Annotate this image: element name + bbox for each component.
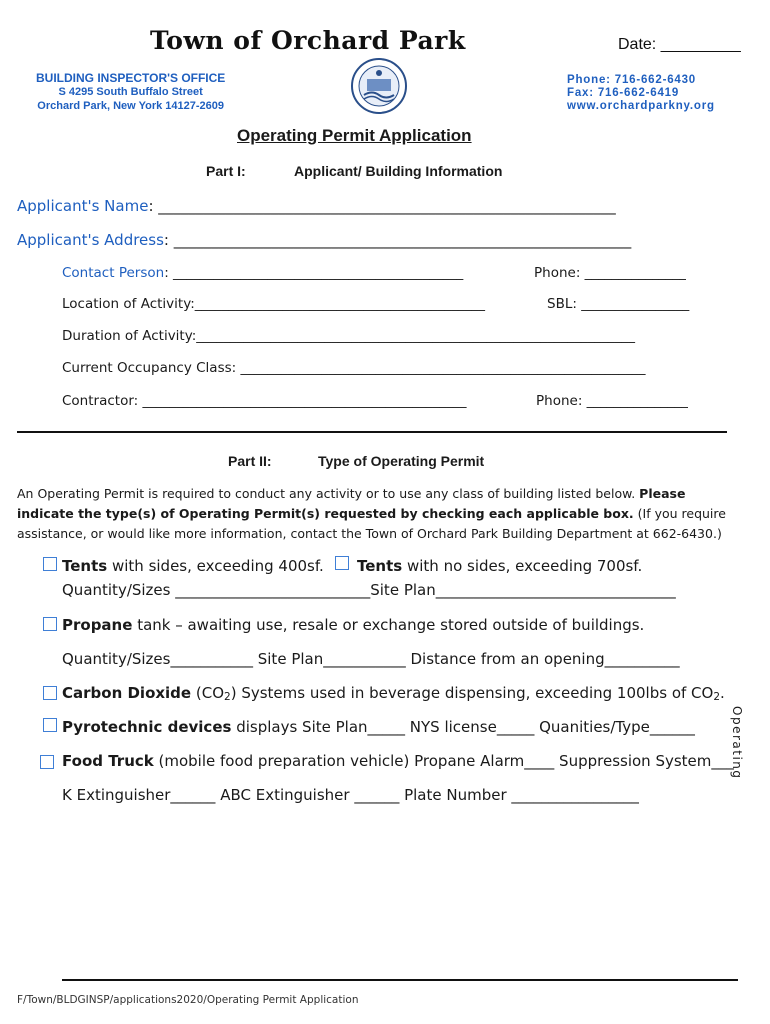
location-field[interactable]: Location of Activity:___________________________________________ [62,296,485,312]
propane-checkbox[interactable] [43,617,57,631]
office-street: S 4295 South Buffalo Street [58,86,203,98]
co2-text-a: (CO [191,684,225,702]
contractor-phone-field[interactable]: Phone: _______________ [536,393,688,409]
footer-path: F/Town/BLDGINSP/applications2020/Operating Permit Application [17,994,359,1006]
contact-person-field[interactable] [62,265,463,281]
intro-text-c: (If you require assistance, or would like more information, contact the Town of Orchard Park Building Department at 662-6430.) [17,506,726,541]
occupancy-field[interactable]: Current Occupancy Class: ____________________________________________________________ [62,360,646,376]
co2-bold: Carbon Dioxide [62,684,192,702]
tents-nosides-text: with no sides, exceeding 700sf. [402,557,643,575]
office-contact [567,74,715,113]
part1-label: Part I: [206,163,246,179]
part2-heading: Type of Operating Permit [318,453,485,469]
page-title: Operating Permit Application [237,126,472,145]
applicant-name-field[interactable] [17,197,616,215]
applicant-name-blank[interactable]: : _____________________________________________________________ [148,197,616,215]
tents-details-field[interactable]: Quantity/Sizes __________________________Site Plan________________________________ [62,581,676,599]
co2-sub-a: 2 [224,691,231,703]
contact-person-blank[interactable]: : ___________________________________________ [164,265,464,281]
co2-option [62,684,725,703]
tents-sides-text: with sides, exceeding 400sf. [107,557,324,575]
contact-phone-field[interactable]: Phone: _______________ [534,265,686,281]
duration-field[interactable]: Duration of Activity:_________________________________________________________________ [62,328,636,344]
office-website[interactable]: www.orchardparkny.org [567,100,715,112]
co2-text-b: ) Systems used in beverage dispensing, exceeding 100lbs of CO [230,684,714,702]
applicant-address-blank[interactable]: : _____________________________________________________________ [163,231,632,249]
section-divider [17,431,727,433]
date-field[interactable]: Date: _________ [618,36,741,53]
office-city: Orchard Park, New York 14127-2609 [37,100,225,112]
office-title: BUILDING INSPECTOR'S OFFICE [36,71,226,85]
co2-text-c: . [720,684,725,702]
tents-sides-bold: Tents [62,557,108,575]
intro-text-bold: Please indicate the type(s) of Operating Permit(s) requested by checking each applicable box. [17,486,686,521]
food-truck-checkbox[interactable] [40,755,54,769]
town-name: Town of Orchard Park [150,26,466,55]
pyro-checkbox[interactable] [43,718,57,732]
tents-nosides-option [357,557,642,575]
tents-sides-option [62,557,324,575]
pyro-bold: Pyrotechnic devices [62,718,232,736]
office-address [36,71,225,113]
pyro-text[interactable]: displays Site Plan_____ NYS license_____ Quanities/Type______ [231,718,695,736]
food-truck-option[interactable] [62,752,734,770]
food-truck-text[interactable]: (mobile food preparation vehicle) Propane Alarm____ Suppression System___ [153,752,734,770]
applicant-address-field[interactable] [17,231,631,249]
tents-nosides-bold: Tents [357,557,403,575]
part1-heading: Applicant/ Building Information [294,163,503,179]
co2-checkbox[interactable] [43,686,57,700]
part2-label: Part II: [228,453,272,469]
tents-sides-checkbox[interactable] [43,557,57,571]
tents-nosides-checkbox[interactable] [335,556,349,570]
propane-bold: Propane [62,616,133,634]
applicant-address-label: Applicant's Address [17,231,164,249]
part2-intro [17,484,735,544]
propane-option [62,616,644,634]
office-phone: Phone: 716-662-6430 [567,74,696,86]
propane-details-field[interactable]: Quantity/Sizes___________ Site Plan___________ Distance from an opening__________ [62,650,680,668]
contractor-field[interactable]: Contractor: ________________________________________________ [62,393,467,409]
propane-text: tank – awaiting use, resale or exchange stored outside of buildings. [132,616,645,634]
food-truck-bold: Food Truck [62,752,154,770]
sbl-field[interactable]: SBL: ________________ [547,296,690,312]
office-fax: Fax: 716-662-6419 [567,87,680,99]
intro-text-a: An Operating Permit is required to conduct any activity or to use any class of building listed below. [17,486,640,501]
extinguisher-field[interactable]: K Extinguisher______ ABC Extinguisher ______ Plate Number _________________ [62,786,639,804]
pyro-option[interactable] [62,718,695,736]
contact-person-label: Contact Person [62,265,165,281]
side-tab: Operating [730,706,744,780]
co2-sub-b: 2 [713,691,721,703]
town-seal-icon [350,57,408,115]
applicant-name-label: Applicant's Name [17,197,149,215]
footer-divider [62,979,738,981]
